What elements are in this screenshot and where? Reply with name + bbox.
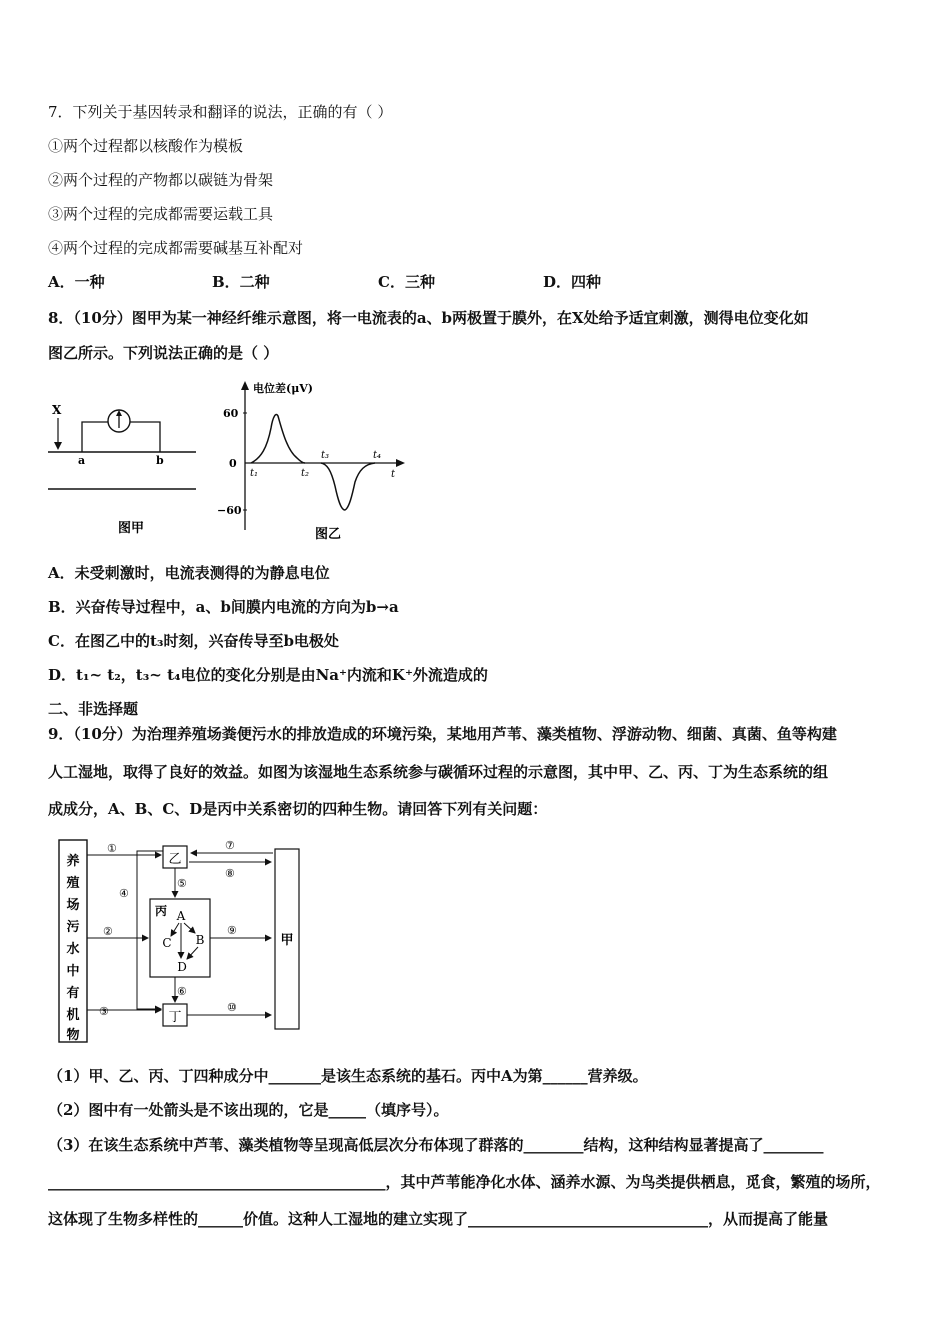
node-d: D: [177, 960, 187, 974]
t3-label: t₃: [321, 450, 330, 461]
q7-item-3: ③两个过程的完成都需要运载工具: [48, 205, 274, 223]
figure-jia: [44, 396, 204, 546]
section-title: 二、非选择题: [48, 700, 139, 718]
q7-option-a: A．一种: [48, 273, 105, 291]
q9-sub3-line1: （3）在该生态系统中芦苇、藻类植物等呈现高低层次分布体现了群落的________结构，这种结构显著提高了________: [48, 1136, 824, 1154]
q7-stem: 7．下列关于基因转录和翻译的说法，正确的有（ ）: [48, 103, 393, 121]
arrow-5-label: ⑤: [177, 877, 187, 890]
arrow-4-label: ④: [119, 887, 129, 900]
node-a: A: [176, 909, 186, 923]
source-char-2: 殖: [66, 876, 80, 891]
q7-option-c: C．三种: [378, 273, 435, 291]
node-b: B: [195, 933, 205, 947]
figure-jia-caption: 图甲: [118, 521, 145, 536]
q8-option-a: A．未受刺激时，电流表测得的为静息电位: [48, 564, 330, 582]
arrow-10-label: ⑩: [227, 1001, 237, 1014]
t1-label: t₁: [250, 468, 259, 479]
node-c: C: [162, 936, 172, 950]
y-tick-neg60: −60: [217, 504, 242, 517]
arrow-2-label: ②: [103, 925, 113, 938]
figure-yi: [215, 378, 415, 546]
arrow-1-label: ①: [107, 842, 117, 855]
q7-item-1: ①两个过程都以核酸作为模板: [48, 137, 244, 155]
q9-sub3-line3: 这体现了生物多样性的______价值。这种人工湿地的建立实现了________________________________，从而提高了能量: [48, 1210, 829, 1228]
t-axis-label: t: [391, 469, 396, 480]
q8-option-c: C．在图乙中的t₃时刻，兴奋传导至b电极处: [48, 632, 339, 650]
t4-label: t₄: [373, 450, 382, 461]
source-char-3: 场: [66, 898, 80, 913]
carbon-cycle-diagram: [55, 835, 315, 1045]
q9-sub2: （2）图中有一处箭头是不该出现的，它是_____（填序号）。: [48, 1101, 449, 1119]
q8-option-b: B．兴奋传导过程中，a、b间膜内电流的方向为b→a: [48, 598, 399, 616]
negative-peak-curve: [321, 463, 375, 510]
arrow-7-label: ⑦: [225, 839, 235, 852]
q8-stem-line2: 图乙所示。下列说法正确的是（ ）: [48, 344, 279, 362]
source-char-6: 中: [66, 964, 80, 979]
arrow-3-label: ③: [99, 1005, 109, 1018]
box-bing-label: 丙: [155, 904, 168, 918]
source-char-5: 水: [66, 942, 80, 957]
source-char-9: 物: [66, 1028, 80, 1043]
q7-option-b: B．二种: [212, 273, 270, 291]
q7-item-2: ②两个过程的产物都以碳链为骨架: [48, 171, 274, 189]
source-char-1: 养: [66, 854, 80, 869]
y-tick-0: 0: [229, 457, 237, 470]
q9-sub1: （1）甲、乙、丙、丁四种成分中_______是该生态系统的基石。丙中A为第______营养级。: [48, 1067, 648, 1085]
box-yi-label: 乙: [168, 852, 182, 867]
arrow-8-label: ⑧: [225, 867, 235, 880]
arrow-6-label: ⑥: [177, 985, 187, 998]
box-jia-label: 甲: [280, 933, 294, 948]
q9-stem-line2: 人工湿地，取得了良好的效益。如图为该湿地生态系统参与碳循环过程的示意图，其中甲、乙、丙、丁为生态系统的组: [48, 763, 829, 781]
q9-stem-line3: 成成分，A、B、C、D是丙中关系密切的四种生物。请回答下列有关问题：: [48, 800, 548, 818]
y-tick-60: 60: [223, 407, 239, 420]
source-char-4: 污: [66, 920, 80, 935]
figure-yi-caption: 图乙: [315, 527, 342, 542]
source-char-7: 有: [66, 986, 80, 1001]
q7-item-4: ④两个过程的完成都需要碱基互补配对: [48, 239, 304, 257]
arrow-9-label: ⑨: [227, 924, 237, 937]
source-char-8: 机: [66, 1008, 80, 1023]
q9-stem-line1: 9．（10分）为治理养殖场粪便污水的排放造成的环境污染，某地用芦苇、藻类植物、浮游动物、细菌、真菌、鱼等构建: [48, 725, 837, 743]
q8-option-d: D．t₁~ t₂，t₃~ t₄电位的变化分别是由Na⁺内流和K⁺外流造成的: [48, 666, 488, 684]
box-ding-label: 丁: [168, 1010, 182, 1025]
t2-label: t₂: [301, 468, 310, 479]
positive-peak-curve: [251, 415, 305, 464]
electrode-a-label: a: [78, 454, 86, 467]
stimulus-x-label: X: [52, 403, 62, 417]
q9-sub3-line2: _____________________________________________，其中芦苇能净化水体、涵养水源、为鸟类提供栖息，觅食，繁殖的场所，: [48, 1173, 881, 1191]
y-axis-title: 电位差(μV): [253, 382, 313, 395]
q8-stem-line1: 8．（10分）图甲为某一神经纤维示意图，将一电流表的a、b两极置于膜外，在X处给予适宜刺激，测得电位变化如: [48, 309, 809, 327]
electrode-b-label: b: [156, 454, 164, 467]
q7-option-d: D．四种: [543, 273, 602, 291]
